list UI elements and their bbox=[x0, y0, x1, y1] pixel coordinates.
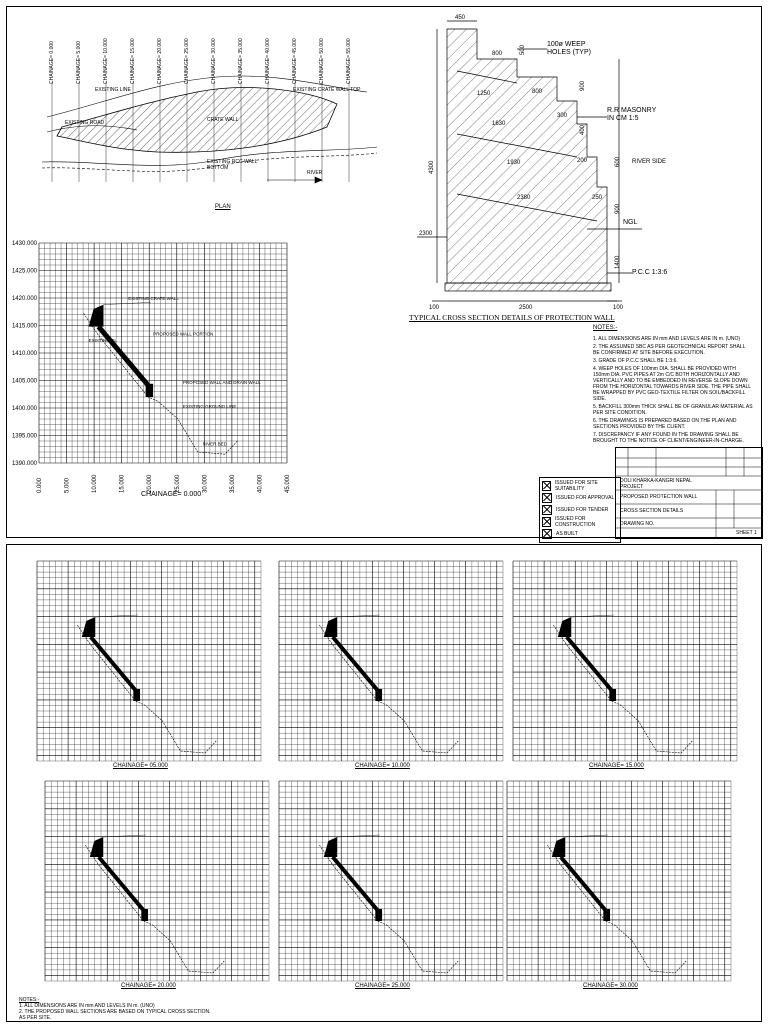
proposed-wall bbox=[99, 857, 146, 913]
issue-checkbox-row[interactable] bbox=[542, 504, 618, 516]
tb-project: PROPOSED PROTECTION WALL bbox=[620, 494, 698, 500]
notes-block bbox=[593, 325, 753, 446]
section-grid bbox=[279, 561, 503, 761]
dim-300: 300 bbox=[557, 113, 568, 119]
y-tick-label: 1420.000 bbox=[11, 296, 37, 302]
note-item: 4. WEEP HOLES OF 100mm DIA. SHALL BE PROVIDED WITH 150mm DIA. PVC PIPES AT 2m C/C BOTH HORIZONTALLY AND VERTICALLY AND TO BE EMBEDDED IN REVERSE SLOPE DOWN FROM THE HORIZONTAL TOWARDS RIVER SIDE. THE PIPE SHALL BE WRAPPED BY PVC GEO-TEXTILE FILTER ON SOIL/BACKFILL SIDE. bbox=[593, 366, 751, 402]
chart-title: CHAINAGE= 15.000 bbox=[589, 763, 644, 769]
issue-label: ISSUED FOR TENDER bbox=[556, 507, 609, 513]
dim-800b: 800 bbox=[532, 89, 543, 95]
issue-checkbox-row[interactable] bbox=[542, 480, 618, 492]
dim-top: 450 bbox=[455, 15, 466, 21]
chart-annotation: EXISTING GROUND LINE bbox=[182, 404, 237, 409]
chart-annotation: EXISTING GL bbox=[88, 338, 117, 343]
tb-drawing-no: DRAWING NO. bbox=[620, 521, 655, 527]
x-tick-label: 25.000 bbox=[174, 474, 181, 493]
weep-holes-label: 100ø WEEP HOLES (TYP) bbox=[547, 41, 591, 56]
dim-2300: 2300 bbox=[419, 231, 433, 237]
crate-wall-block bbox=[324, 617, 337, 637]
issue-label: ISSUED FOR APPROVAL bbox=[556, 495, 615, 501]
plan-chainage-label: CHAINAGE= 50.000 bbox=[319, 38, 325, 84]
notes-title: NOTES:- bbox=[593, 325, 618, 331]
tb-client: DOLI KHARKA-KANGRI NEPAL PROJECT bbox=[620, 478, 692, 490]
note-item: 2. THE ASSUMED SBC AS PER GEOTECHNICAL REPORT SHALL BE CONFIRMED AT SITE BEFORE EXECUTION. bbox=[593, 344, 746, 356]
issue-label: ISSUED FOR SITE SUITABILITY bbox=[554, 480, 598, 492]
dim-1930: 1930 bbox=[507, 160, 521, 166]
masonry-label: R.R MASONRY IN CM 1:5 bbox=[607, 107, 657, 122]
plan-label-crate-wall-top: EXISTING CRATE WALL TOP bbox=[293, 87, 361, 93]
x-tick-label: 10.000 bbox=[92, 474, 99, 493]
proposed-wall bbox=[561, 857, 608, 913]
plan-chainage-label: CHAINAGE= 25.000 bbox=[184, 38, 190, 84]
sheet2-note-item: 1. ALL DIMENSIONS ARE IN mm AND LEVELS IN m. (UNO) bbox=[19, 1003, 155, 1009]
section-grid bbox=[279, 781, 503, 981]
dim-100a: 100 bbox=[429, 305, 440, 311]
dim-400: 400 bbox=[580, 124, 586, 135]
dim-200: 200 bbox=[577, 158, 588, 164]
section-chart bbox=[275, 559, 507, 769]
crate-wall-block bbox=[552, 837, 565, 857]
chart-title: CHAINAGE= 30.000 bbox=[583, 983, 638, 989]
issue-checkbox-row[interactable] bbox=[542, 516, 618, 528]
sheet2-notes bbox=[19, 997, 219, 1021]
checkbox-icon[interactable] bbox=[542, 529, 552, 539]
y-tick-label: 1390.000 bbox=[11, 461, 37, 467]
chart-annotation: EXISTING CRATE WALL bbox=[128, 296, 179, 302]
dim-1630: 1630 bbox=[492, 121, 506, 127]
dim-600: 600 bbox=[615, 156, 621, 167]
proposed-wall bbox=[333, 857, 380, 913]
tb-sheet: SHEET 1 bbox=[736, 530, 757, 536]
crate-wall-block bbox=[90, 837, 103, 857]
chart-annotation: PROPOSED WALL AND DRAIN WALL bbox=[182, 379, 261, 385]
crate-wall-block bbox=[89, 305, 104, 327]
checkbox-icon[interactable] bbox=[542, 505, 552, 515]
plan-chainage-label: CHAINAGE= 40.000 bbox=[265, 38, 271, 84]
note-item: 1. ALL DIMENSIONS ARE IN mm AND LEVELS ARE IN m. (UNO) bbox=[593, 336, 741, 342]
note-item: 3. GRADE OF P.C.C SHALL BE 1:3:6. bbox=[593, 358, 678, 364]
crate-wall-block bbox=[82, 617, 95, 637]
checkbox-icon[interactable] bbox=[542, 493, 552, 503]
note-item: 5. BACKFILL 300mm THICK SHALL BE OF GRANULAR MATERIAL AS PER SITE CONDITION. bbox=[593, 404, 753, 416]
y-tick-label: 1405.000 bbox=[11, 378, 37, 385]
chart-title: CHAINAGE= 10.000 bbox=[355, 763, 410, 769]
dim-500: 500 bbox=[520, 44, 526, 55]
plan-chainage-label: CHAINAGE= 0.000 bbox=[49, 41, 55, 84]
proposed-wall bbox=[333, 637, 380, 693]
checkbox-icon[interactable] bbox=[542, 481, 551, 491]
main-section-chart bbox=[7, 235, 297, 505]
plan-chainage-label: CHAINAGE= 20.000 bbox=[157, 38, 163, 84]
sheet2-notes-title: NOTES:- bbox=[19, 997, 40, 1003]
x-tick-label: 30.000 bbox=[202, 474, 209, 493]
notes-list bbox=[593, 336, 753, 444]
issue-checkbox-row[interactable] bbox=[542, 528, 618, 540]
title-block bbox=[615, 447, 763, 539]
plan-chainage-label: CHAINAGE= 10.000 bbox=[103, 38, 109, 84]
section-grid bbox=[45, 781, 269, 981]
proposed-wall bbox=[567, 637, 614, 693]
note-item: 7. DISCREPANCY IF ANY FOUND IN THE DRAWING SHALL BE BROUGHT TO THE NOTICE OF CLIENT/ENGINEER-IN-CHARGE. bbox=[593, 432, 744, 444]
proposed-wall bbox=[99, 327, 151, 389]
plan-chainage-label: CHAINAGE= 15.000 bbox=[130, 38, 136, 84]
issue-label: ISSUED FOR CONSTRUCTION bbox=[554, 516, 596, 528]
plan-chainage-label: CHAINAGE= 55.000 bbox=[346, 38, 352, 84]
plan-label-river: RIVER bbox=[307, 170, 323, 176]
dim-800a: 800 bbox=[492, 51, 503, 57]
ngl-label: NGL bbox=[623, 219, 638, 226]
chart-title: CHAINAGE= 25.000 bbox=[355, 983, 410, 989]
y-tick-label: 1395.000 bbox=[11, 433, 37, 440]
main-chart-title: CHAINAGE= 0.000 bbox=[141, 491, 202, 498]
dim-4300: 4300 bbox=[429, 160, 435, 174]
plan-title: PLAN bbox=[215, 204, 231, 210]
chart-annotation: PROPOSED WALL PORTION bbox=[153, 331, 214, 337]
section-chart bbox=[275, 779, 507, 989]
dim-2380: 2380 bbox=[517, 195, 531, 201]
x-tick-label: 20.000 bbox=[147, 474, 154, 493]
section-grid bbox=[39, 243, 287, 463]
section-chart bbox=[41, 779, 273, 989]
chart-title: CHAINAGE= 20.000 bbox=[121, 983, 176, 989]
chart-title: CHAINAGE= 05.000 bbox=[113, 763, 168, 769]
crate-wall-block bbox=[558, 617, 571, 637]
x-tick-label: 35.000 bbox=[229, 474, 236, 493]
river-side-label: RIVER SIDE bbox=[632, 159, 667, 165]
x-tick-label: 45.000 bbox=[285, 474, 291, 493]
typical-cross-section bbox=[407, 9, 667, 314]
drawing-sheet-2 bbox=[6, 544, 762, 1022]
note-item: 6. THE DRAWINGS IS PREPARED BASED ON THE PLAN AND SECTIONS PROVIDED BY THE CLIENT. bbox=[593, 418, 737, 430]
drawing-sheet-1 bbox=[6, 6, 762, 538]
dim-250: 250 bbox=[592, 195, 603, 201]
sheet2-note-item: AS PER SITE. bbox=[19, 1015, 52, 1021]
plan-label-crate-wall: CRATE WALL bbox=[207, 117, 239, 123]
plan-chainage-label: CHAINAGE= 5.000 bbox=[76, 41, 82, 84]
dim-100b: 100 bbox=[613, 305, 624, 311]
section-chart bbox=[33, 559, 265, 769]
issue-checkbox-row[interactable] bbox=[542, 492, 618, 504]
x-tick-label: 40.000 bbox=[257, 474, 264, 493]
y-tick-label: 1400.000 bbox=[11, 406, 37, 412]
tb-drawing: CROSS SECTION DETAILS bbox=[620, 508, 684, 514]
plan-label-existing-line: EXISTING LINE bbox=[95, 87, 131, 93]
issue-checklist bbox=[539, 477, 621, 543]
x-tick-label: 5.000 bbox=[64, 477, 71, 493]
pcc-label: P.C.C 1:3:6 bbox=[632, 269, 668, 276]
checkbox-icon[interactable] bbox=[542, 517, 551, 527]
cross-section-title: TYPICAL CROSS SECTION DETAILS OF PROTECTION WALL bbox=[409, 313, 615, 322]
dim-1250: 1250 bbox=[477, 91, 491, 97]
section-grid bbox=[37, 561, 261, 761]
y-tick-label: 1425.000 bbox=[11, 268, 37, 275]
crate-wall-block bbox=[324, 837, 337, 857]
section-grid bbox=[507, 781, 731, 981]
proposed-wall bbox=[91, 637, 138, 693]
plan-chainage-label: CHAINAGE= 30.000 bbox=[211, 38, 217, 84]
y-tick-label: 1430.000 bbox=[11, 241, 37, 247]
issue-label: AS BUILT bbox=[556, 531, 578, 537]
y-tick-label: 1415.000 bbox=[11, 323, 37, 330]
section-chart bbox=[509, 559, 741, 769]
section-grid bbox=[513, 561, 737, 761]
x-tick-label: 0.000 bbox=[37, 477, 43, 493]
dim-1400: 1400 bbox=[615, 255, 621, 269]
dim-900: 900 bbox=[580, 80, 586, 91]
dim-2500: 2500 bbox=[519, 305, 533, 311]
sheet2-note-item: 2. THE PROPOSED WALL SECTIONS ARE BASED ON TYPICAL CROSS SECTION. bbox=[19, 1009, 211, 1015]
dim-900b: 900 bbox=[615, 203, 621, 214]
x-tick-label: 15.000 bbox=[119, 474, 126, 493]
plan-chainage-labels bbox=[37, 32, 397, 92]
y-tick-label: 1410.000 bbox=[11, 351, 37, 357]
section-chart bbox=[503, 779, 735, 989]
plan-label-rcc-wall: EXISTING RCC WALL BOTTOM bbox=[207, 159, 258, 171]
chart-annotation: RIVER BED bbox=[202, 441, 227, 447]
plan-chainage-label: CHAINAGE= 45.000 bbox=[292, 38, 298, 84]
plan-chainage-label: CHAINAGE= 35.000 bbox=[238, 38, 244, 84]
plan-label-road: EXISTING ROAD bbox=[65, 120, 105, 126]
